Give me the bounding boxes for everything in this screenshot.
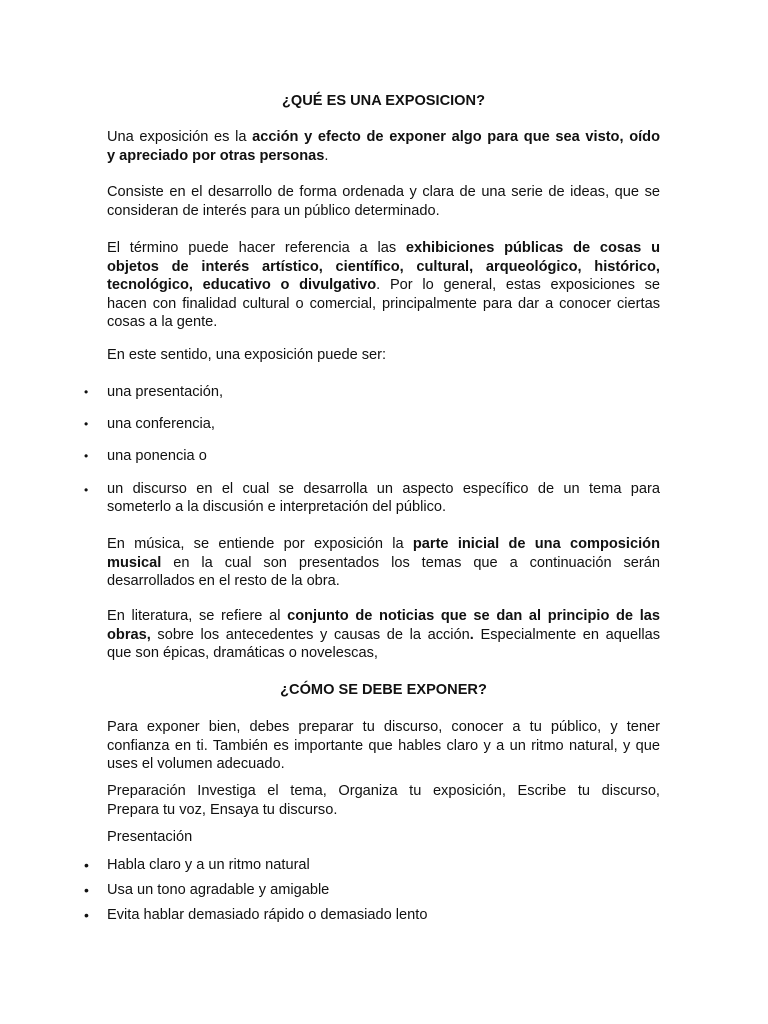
list-item: una presentación,: [107, 384, 224, 400]
list-item-line: un discurso en el cual se desarrolla un aspecto específico de un tema para: [107, 481, 660, 497]
paragraph-line: [107, 276, 660, 295]
bullet-icon: •: [84, 385, 89, 399]
paragraph-exponer: [107, 718, 660, 774]
bullet-icon: •: [84, 417, 89, 431]
paragraph-line: confianza en ti. También es importante que hables claro y a un ritmo natural, y que: [107, 737, 660, 754]
paragraph-termino: [107, 239, 660, 332]
paragraph-line: [107, 258, 660, 277]
bullet-icon: •: [84, 857, 89, 873]
paragraph-line: [107, 147, 660, 166]
page-title: ¿QUÉ ES UNA EXPOSICION?: [282, 93, 485, 109]
paragraph-line: hacen con finalidad cultural o comercial, principalmente para dar a conocer ciertas: [107, 295, 660, 312]
paragraph-line: cosas a la gente.: [107, 314, 218, 330]
bold-text: exhibiciones públicas de cosas u: [405, 240, 660, 256]
bold-text: obras,: [107, 626, 151, 643]
bullet-icon: •: [84, 907, 89, 923]
text-run: En música, se entiende por exposición la: [107, 536, 413, 552]
section-title: ¿CÓMO SE DEBE EXPONER?: [280, 682, 487, 698]
bold-text: tecnológico, educativo o divulgativo: [107, 277, 377, 293]
bullet-icon: •: [84, 449, 89, 463]
bold-text: conjunto de noticias que se dan al principio de las: [287, 608, 660, 624]
list-item: Habla claro y a un ritmo natural: [107, 857, 310, 873]
bold-text: objetos de interés artístico, científico, cultural, arqueológico, histórico,: [107, 258, 660, 275]
paragraph-line: Presentación: [107, 829, 193, 845]
list-item: una conferencia,: [107, 416, 215, 432]
paragraph-line: Consiste en el desarrollo de forma ordenada y clara de una serie de ideas, que se: [107, 184, 660, 200]
paragraph-line: consideran de interés para un público determinado.: [107, 202, 440, 219]
paragraph-line: [107, 626, 660, 645]
paragraph-line: [107, 128, 660, 147]
bold-text: y apreciado por otras personas: [107, 147, 325, 164]
paragraph-line: [107, 607, 660, 626]
paragraph-line: Para exponer bien, debes preparar tu discurso, conocer a tu público, y tener: [107, 719, 660, 735]
paragraph-line: [107, 535, 660, 554]
text-run: El término puede hacer referencia a las: [107, 240, 406, 256]
bold-text: acción y efecto de exponer algo para que sea visto, oído: [252, 129, 660, 145]
paragraph-line: desarrollados en el resto de la obra.: [107, 573, 340, 589]
text-run: Especialmente en aquellas: [473, 626, 661, 643]
paragraph-line: Preparación Investiga el tema, Organiza tu exposición, Escribe tu discurso,: [107, 783, 660, 799]
text-run: en la cual son presentados los temas que a continuación serán: [161, 554, 660, 571]
paragraph-line: En este sentido, una exposición puede ser:: [107, 347, 387, 363]
paragraph-line: [107, 554, 660, 573]
text-run: Una exposición es la: [107, 129, 253, 145]
text-run: En literatura, se refiere al: [107, 608, 288, 624]
paragraph-line: que son épicas, dramáticas o novelescas,: [107, 645, 378, 661]
bullet-icon: •: [84, 483, 89, 497]
bold-text: musical: [107, 554, 162, 571]
paragraph-line: uses el volumen adecuado.: [107, 756, 285, 772]
text-run: . Por lo general, estas exposiciones se: [376, 277, 660, 293]
paragraph-line: [107, 239, 660, 258]
text-run: .: [324, 147, 329, 164]
paragraph-preparacion: [107, 782, 660, 819]
bold-text: .: [469, 626, 474, 643]
paragraph-presentacion: [107, 828, 660, 847]
list-item: [107, 480, 660, 516]
text-run: sobre los antecedentes y causas de la acción: [150, 626, 470, 643]
paragraph-literatura: [107, 607, 660, 663]
paragraph-musica: [107, 535, 660, 591]
paragraph-definition: [107, 128, 660, 165]
paragraph-sentido: [107, 346, 660, 365]
list-item: una ponencia o: [107, 448, 207, 464]
paragraph-line: Prepara tu voz, Ensaya tu discurso.: [107, 801, 338, 818]
bullet-icon: •: [84, 882, 89, 898]
list-item: Usa un tono agradable y amigable: [107, 882, 330, 898]
bold-text: parte inicial de una composición: [412, 536, 660, 552]
list-item-line: someterlo a la discusión e interpretación del público.: [107, 499, 447, 515]
paragraph-consiste: [107, 183, 660, 220]
list-item: Evita hablar demasiado rápido o demasiado lento: [107, 907, 428, 923]
